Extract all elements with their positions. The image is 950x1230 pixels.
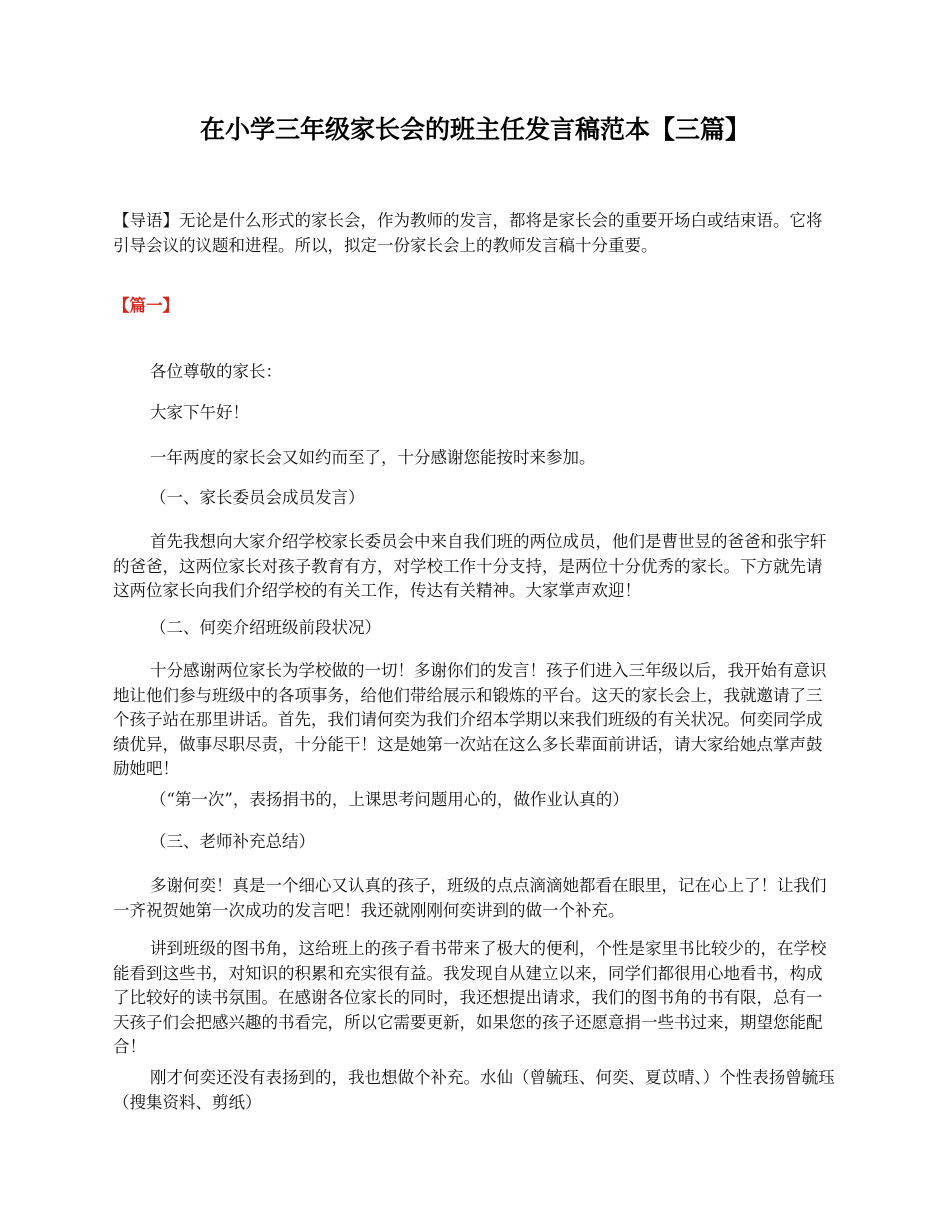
body-paragraph-2: 十分感谢两位家长为学校做的一切！多谢你们的发言！孩子们进入三年级以后，我开始有意识地让他们参与班级中的各项事务，给他们带给展示和锻炼的平台。这天的家长会上，我就邀请了三个孩子站在那里讲话。首先，我们请何奕为我们介绍本学期以来我们班级的有关状况。何奕同学成绩优异，做事尽职尽责，十分能干！这是她第一次站在这么多长辈面前讲话，请大家给她点掌声鼓励她吧！ <box>113 661 827 778</box>
opening-paragraph: 一年两度的家长会又如约而至了，十分感谢您能按时来参加。 <box>150 448 596 467</box>
section-title: 【篇一】 <box>113 296 179 315</box>
document-title: 在小学三年级家长会的班主任发言稿范本【三篇】 <box>199 115 750 144</box>
body-paragraph-1: 首先我想向大家介绍学校家长委员会中来自我们班的两位成员，他们是曹世昱的爸爸和张宇轩的爸爸，这两位家长对孩子教育有方，对学校工作十分支持，是两位十分优秀的家长。下方就先请这两位家长向我们介绍学校的有关工作，传达有关精神。大家掌声欢迎！ <box>113 532 827 600</box>
greeting-paragraph: 各位尊敬的家长： <box>150 362 282 381</box>
intro-paragraph: 【导语】无论是什么形式的家长会，作为教师的发言，都将是家长会的重要开场白或结束语。它将引导会议的议题和进程。所以，拟定一份家长会上的教师发言稿十分重要。 <box>113 211 823 255</box>
body-paragraph-5: 刚才何奕还没有表扬到的，我也想做个补充。水仙（曾毓珏、何奕、夏苡晴、）个性表扬曾毓珏（搜集资料、剪纸） <box>113 1068 835 1112</box>
body-paragraph-3: 多谢何奕！真是一个细心又认真的孩子，班级的点点滴滴她都看在眼里，记在心上了！让我们一齐祝贺她第一次成功的发言吧！我还就刚刚何奕讲到的做一个补充。 <box>113 876 827 920</box>
body-paragraph-4: 讲到班级的图书角，这给班上的孩子看书带来了极大的便利，个性是家里书比较少的，在学校能看到这些书，对知识的积累和充实很有益。我发现自从建立以来，同学们都很用心地看书，构成了比较好的读书氛围。在感谢各位家长的同时，我还想提出请求，我们的图书角的书有限，总有一天孩子们会把感兴趣的书看完，所以它需要更新，如果您的孩子还愿意捐一些书过来，期望您能配合！ <box>113 939 827 1056</box>
remark-paragraph: （“第一次”，表扬捐书的，上课思考问题用心的，做作业认真的） <box>150 790 629 809</box>
subsection-heading-2: （二、何奕介绍班级前段状况） <box>150 618 381 637</box>
subsection-heading-3: （三、老师补充总结） <box>150 832 315 851</box>
subsection-heading-1: （一、家长委员会成员发言） <box>150 488 365 507</box>
hello-paragraph: 大家下午好！ <box>150 403 249 422</box>
